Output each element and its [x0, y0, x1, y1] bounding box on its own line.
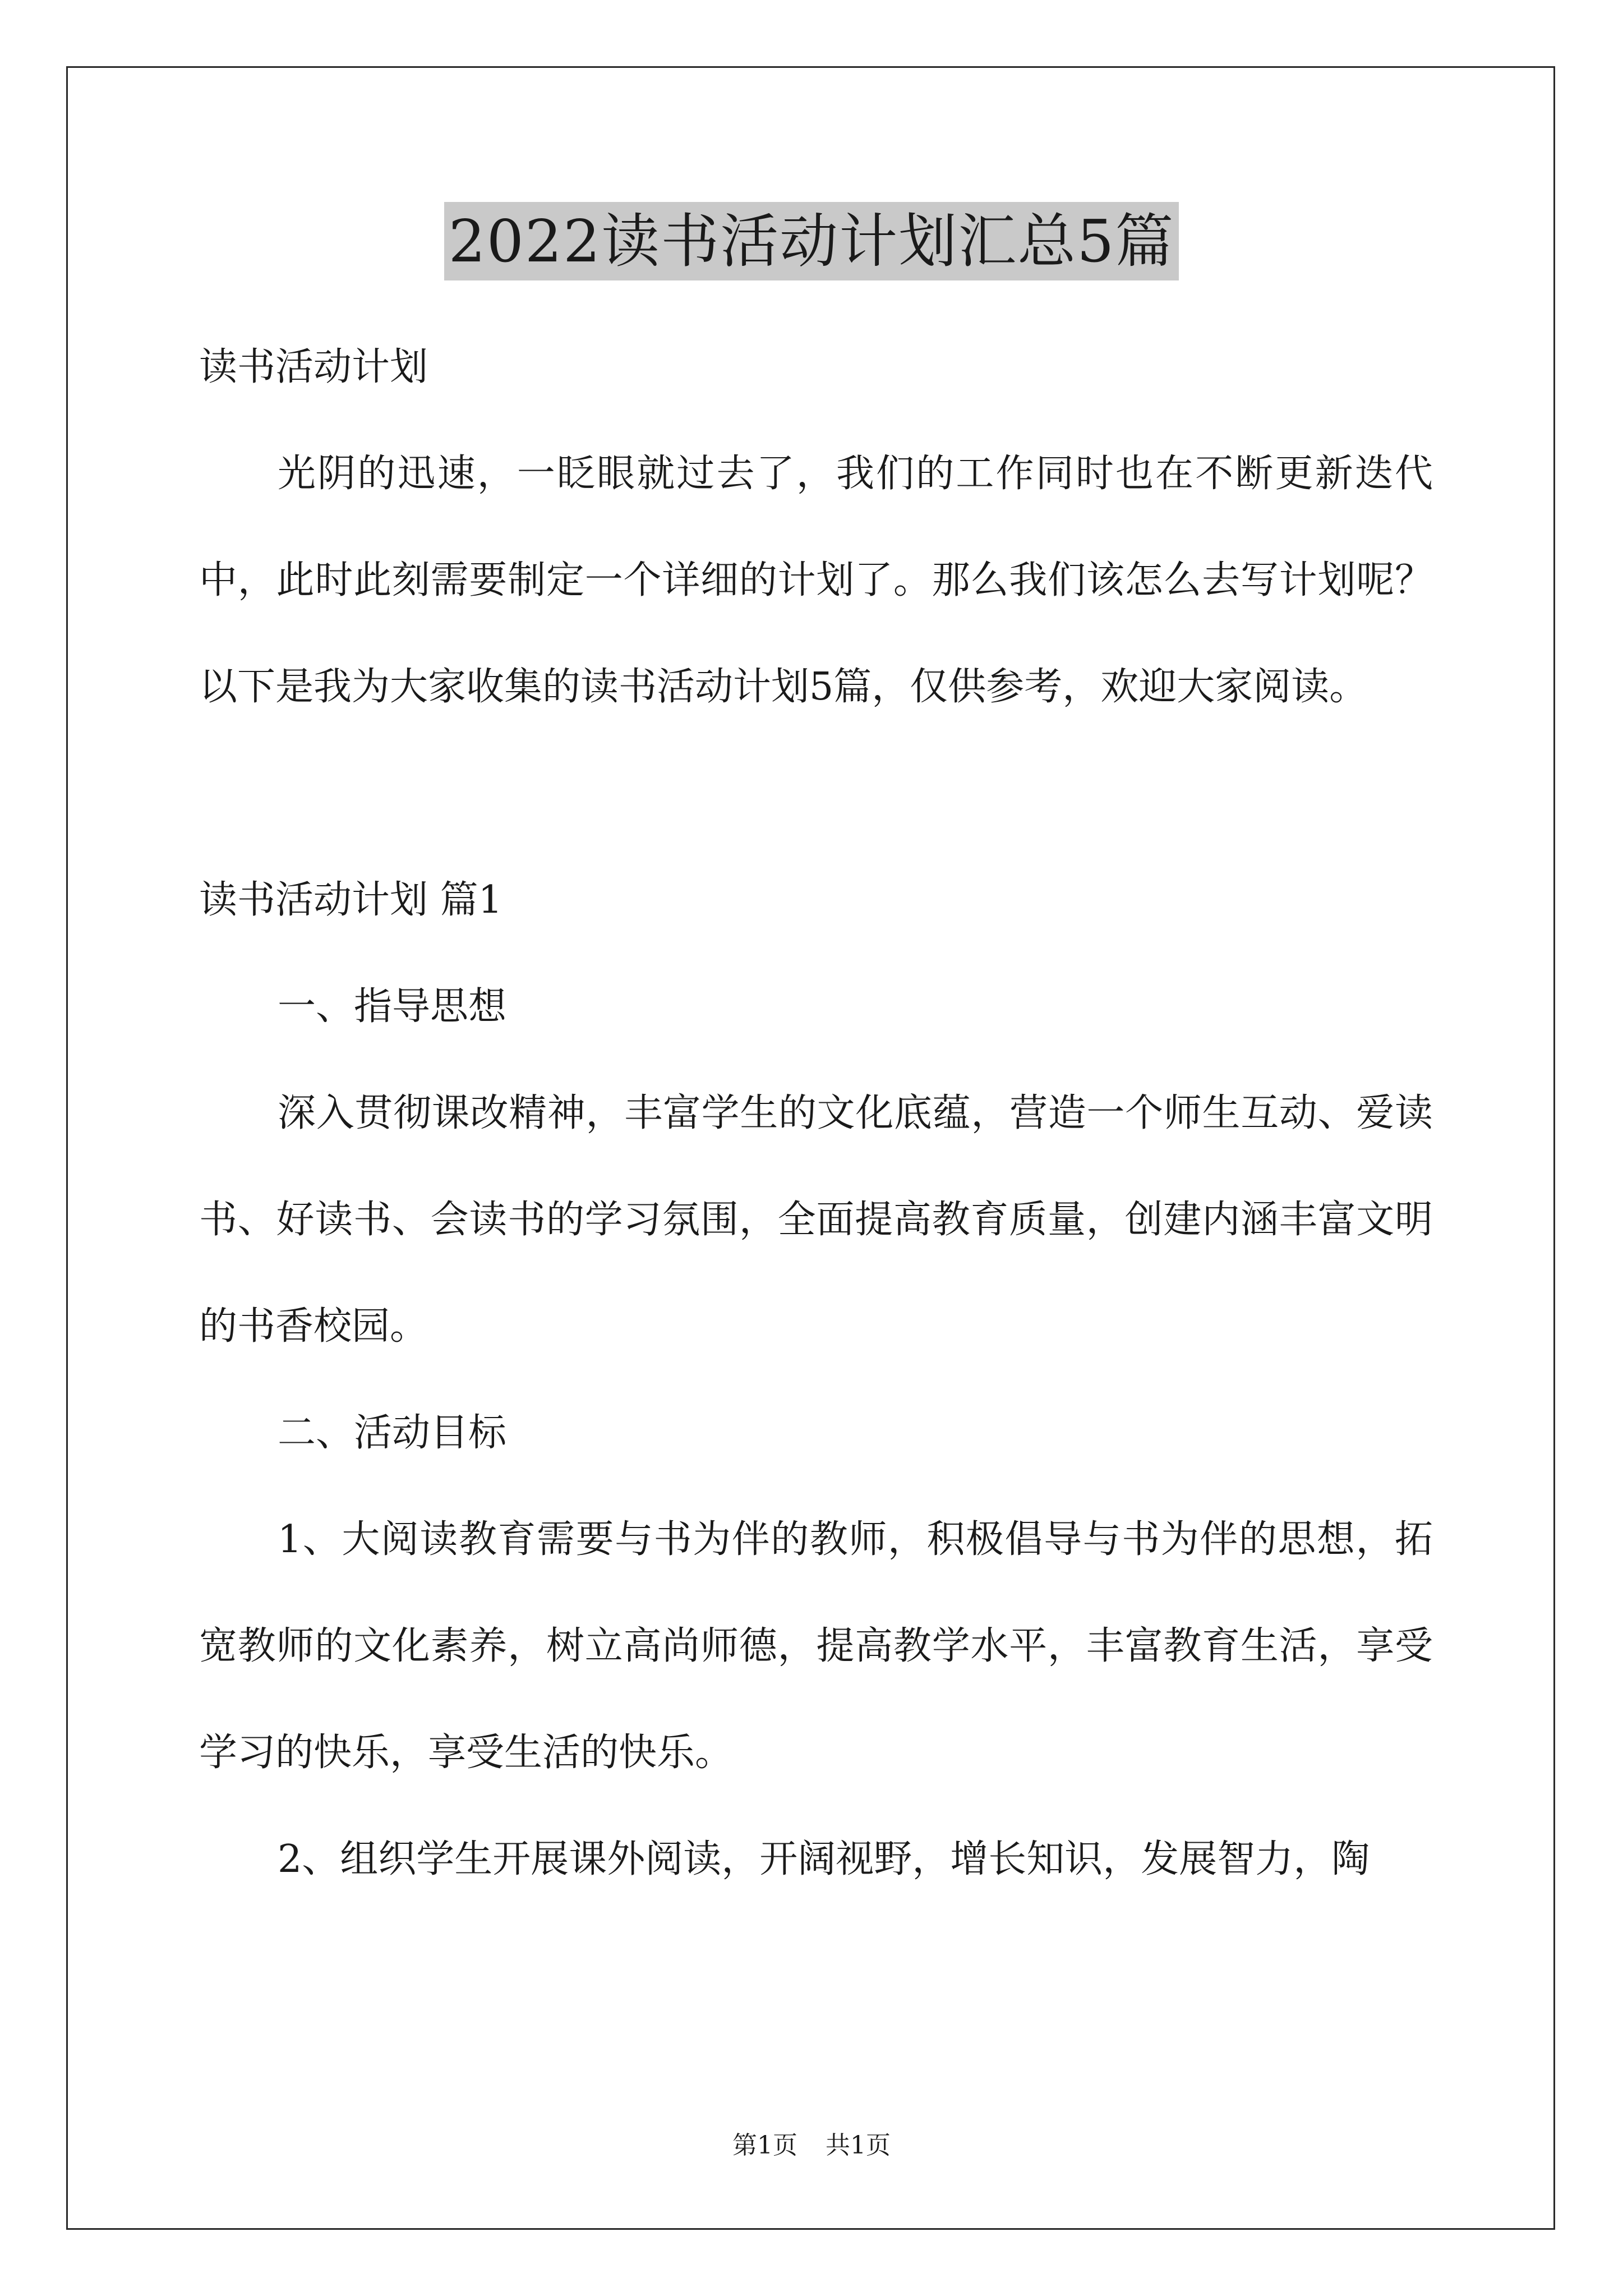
article-heading: 读书活动计划 篇1 — [199, 878, 502, 922]
subheading-guiding-thought: 一、指导思想 — [278, 984, 507, 1029]
document-title: 2022读书活动计划汇总5篇 — [444, 202, 1179, 280]
page-footer — [0, 2129, 1623, 2162]
page-number: 第1页 — [732, 2131, 797, 2160]
goal-item-1: 1、大阅读教育需要与书为伴的教师，积极倡导与书为伴的思想，拓宽教师的文化素养，树立高尚师德，提高教学水平，丰富教育生活，享受学习的快乐，享受生活的快乐。 — [199, 1517, 1433, 1775]
goal-item-2: 2、组织学生开展课外阅读，开阔视野，增长知识，发展智力，陶 — [278, 1837, 1370, 1881]
guiding-thought-paragraph: 深入贯彻课改精神，丰富学生的文化底蕴，营造一个师生互动、爱读书、好读书、会读书的学习氛围，全面提高教育质量，创建内涵丰富文明的书香校园。 — [199, 1091, 1433, 1349]
total-pages: 共1页 — [826, 2131, 891, 2160]
document-body — [199, 314, 1433, 1913]
section-heading: 读书活动计划 — [199, 345, 428, 389]
paragraph-gap — [199, 740, 1433, 847]
title-container — [0, 202, 1623, 280]
intro-paragraph: 光阴的迅速，一眨眼就过去了，我们的工作同时也在不断更新迭代中，此时此刻需要制定一个详细的计划了。那么我们该怎么去写计划呢？以下是我为大家收集的读书活动计划5篇，仅供参考，欢迎大家阅读。 — [199, 452, 1433, 709]
subheading-activity-goals: 二、活动目标 — [278, 1411, 507, 1455]
